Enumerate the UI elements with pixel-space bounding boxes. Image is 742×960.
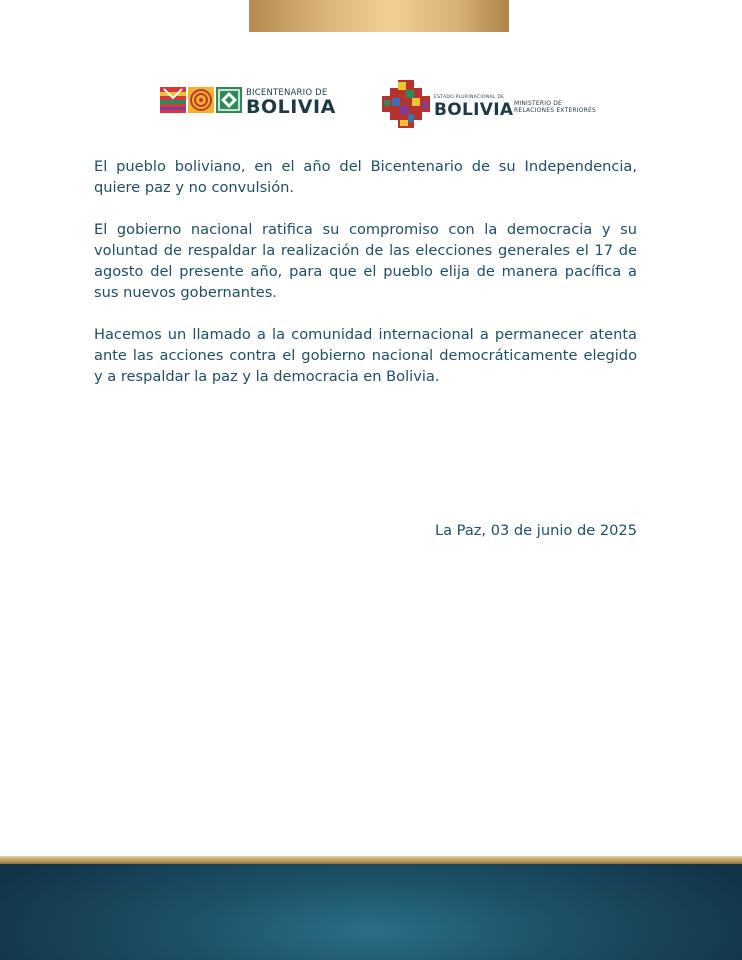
ministry-country-name: BOLIVIA (434, 100, 514, 120)
top-gold-banner (249, 0, 509, 32)
ministry-name-line2: RELACIONES EXTERIORES (514, 107, 596, 114)
footer-band (0, 864, 742, 960)
footer-gold-line (0, 856, 742, 864)
statement-paragraph-1: El pueblo boliviano, en el año del Bicentenario de su Independencia, quiere paz y no convulsión. (94, 158, 637, 196)
statement-paragraph-2: El gobierno nacional ratifica su compromiso con la democracia y su voluntad de respaldar la realización de las elecciones generales el 17 de agosto del presente año, para que el pueblo elija de manera pacífica a sus nuevos gobernantes. (94, 221, 637, 301)
bicentenario-name: BOLIVIA (246, 96, 336, 118)
chakana-cross-icon (382, 80, 430, 128)
ministry-state-caption: ESTADO PLURINACIONAL DE (434, 95, 505, 100)
header-logos (0, 76, 742, 130)
diamond-tile-icon (216, 87, 242, 113)
date-line: La Paz, 03 de junio de 2025 (434, 522, 637, 539)
tapestry-tile-icon (160, 87, 186, 113)
spiral-tile-icon (188, 87, 214, 113)
statement-body (94, 156, 637, 408)
ministry-logo (382, 78, 607, 128)
bicentenario-caption: BICENTENARIO DE (246, 88, 328, 98)
ministry-name-line1: MINISTERIO DE (514, 100, 563, 107)
bicentenario-logo (160, 86, 335, 118)
statement-paragraph-3: Hacemos un llamado a la comunidad internacional a permanecer atenta ante las acciones contra el gobierno nacional democráticamente elegido y a respaldar la paz y la democracia en Bolivia. (94, 326, 637, 385)
